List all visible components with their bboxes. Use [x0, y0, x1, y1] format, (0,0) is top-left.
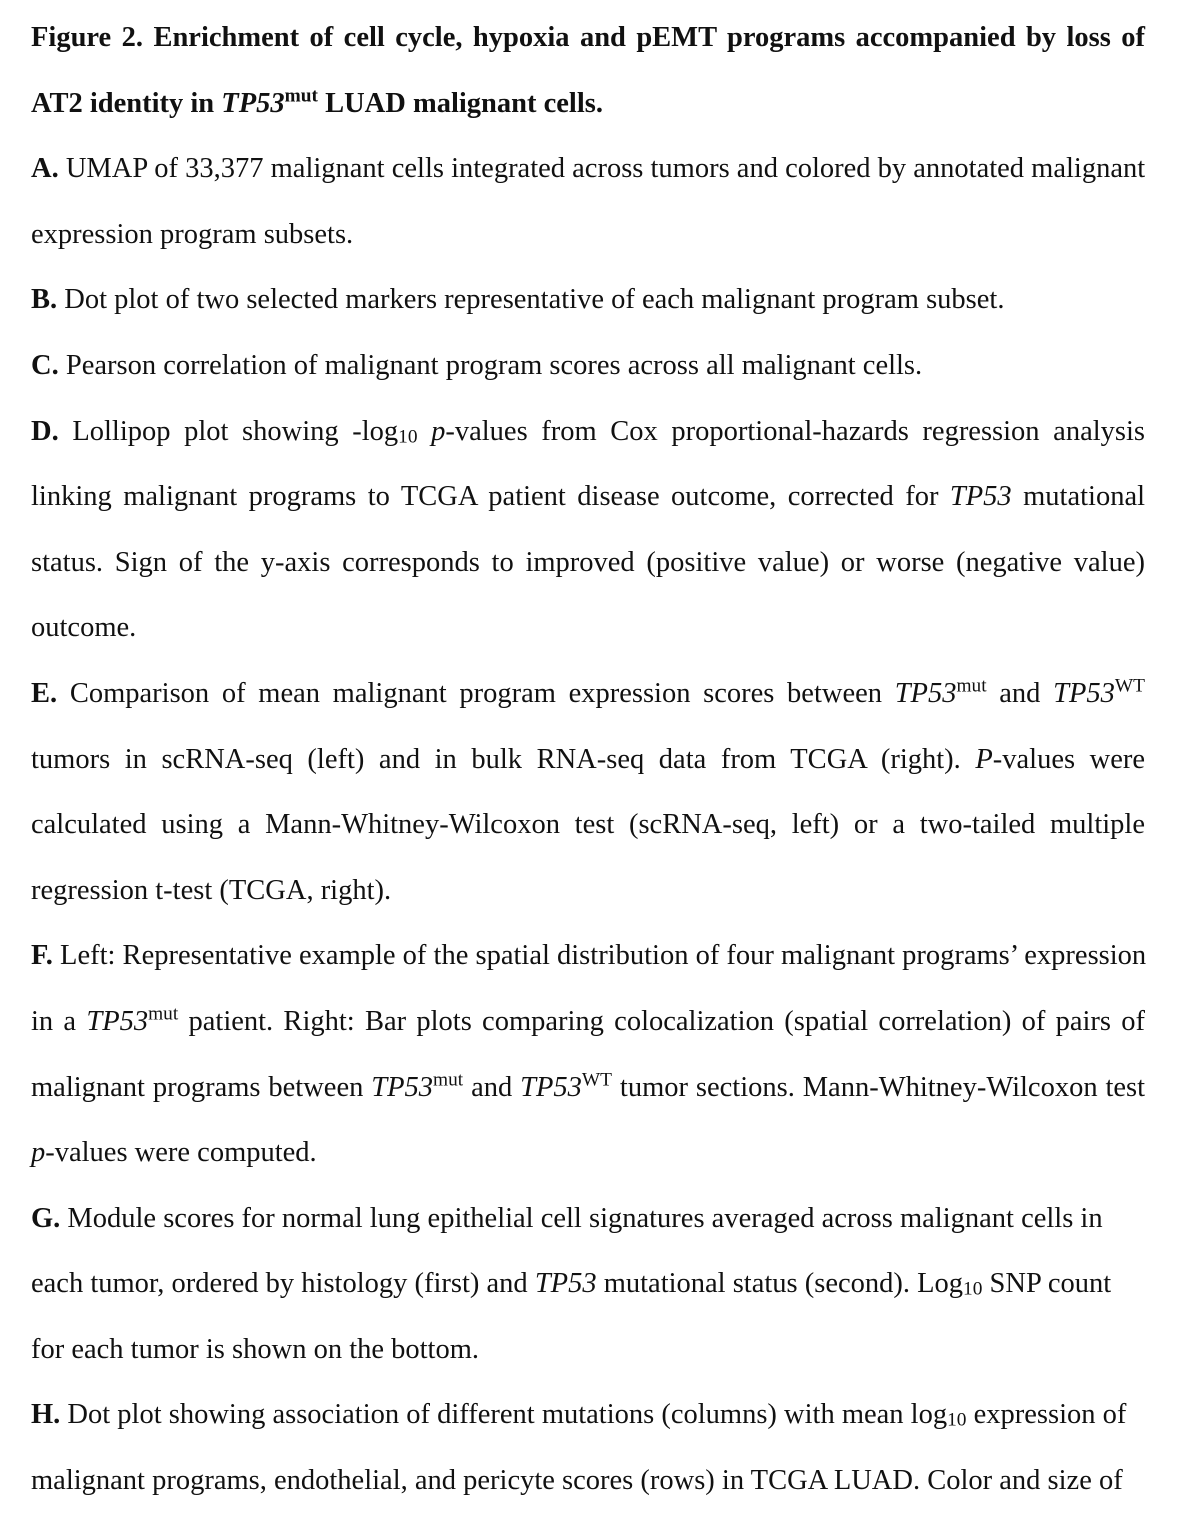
panel-b-label: B.: [31, 284, 58, 316]
panel-h-line-2: malignant programs, endothelial, and pericyte scores (rows) in TCGA LUAD. Color and size of: [31, 1465, 1123, 1497]
figure-number: Figure 2.: [31, 22, 144, 53]
panel-f-line-3: malignant programs between $TP53^{mut}$ and $TP53^{WT}$ tumor sections. Mann-Whitney-Wilcoxon test: [31, 1068, 1146, 1103]
panel-a-line-2: expression program subsets.: [31, 218, 354, 250]
panel-d-line-2: linking malignant programs to TCGA patient disease outcome, corrected for TP53 mutational: [31, 481, 1146, 513]
panel-e-label: E.: [31, 677, 58, 709]
panel-d-line-4: outcome.: [31, 612, 137, 644]
panel-e-line-4: regression t-test (TCGA, right).: [31, 874, 392, 906]
panel-f-line-1: F. Left: Representative example of the spatial distribution of four malignant programs’ expression: [31, 940, 1147, 972]
panel-g-line-2: each tumor, ordered by histology (first) and TP53 mutational status (second). Log$_{10}$ SNP count: [31, 1268, 1112, 1300]
panel-c-line-1: C. Pearson correlation of malignant program scores across all malignant cells.: [31, 349, 923, 381]
panel-g-line-3: for each tumor is shown on the bottom.: [31, 1333, 480, 1365]
panel-a-label: A.: [31, 153, 59, 185]
panel-d-label: D.: [31, 415, 59, 447]
panel-e-line-1: E. Comparison of mean malignant program expression scores between $TP53^{mut}$ and $TP53^{WT}$: [31, 675, 1145, 709]
figure-title-line-2: AT2 identity in $TP53^{mut}$ LUAD malignant cells.: [31, 84, 603, 119]
figure-title-line-1: Figure 2. Enrichment of cell cycle, hypoxia and pEMT programs accompanied by loss of: [31, 22, 1145, 53]
panel-f-label: F.: [31, 940, 53, 972]
gene-name: TP53: [221, 87, 285, 119]
panel-d-line-3: status. Sign of the y-axis corresponds to improved (positive value) or worse (negative value): [31, 546, 1145, 578]
panel-e-line-3: calculated using a Mann-Whitney-Wilcoxon test (scRNA-seq, left) or a two-tailed multiple: [31, 809, 1145, 841]
panel-h-line-1: H. Dot plot showing association of different mutations (columns) with mean $\log_{10}$ expression of: [31, 1399, 1127, 1431]
panel-c-label: C.: [31, 349, 59, 381]
figure-legend: [31, 8, 1145, 1517]
panel-g-line-1: G. Module scores for normal lung epithelial cell signatures averaged across malignant cells in: [31, 1202, 1103, 1234]
panel-a-line-1: A. UMAP of 33,377 malignant cells integrated across tumors and colored by annotated malignant: [31, 153, 1146, 185]
panel-d-line-1: D. Lollipop plot showing $-\log_{10}$ p-values from Cox proportional-hazards regression analysis: [31, 415, 1145, 447]
panel-b-line-1: B. Dot plot of two selected markers representative of each malignant program subset.: [31, 284, 1005, 316]
panel-e-line-2: tumors in scRNA-seq (left) and in bulk RNA-seq data from TCGA (right). P-values were: [31, 743, 1145, 775]
panel-f-line-4: p-values were computed.: [31, 1137, 317, 1169]
panel-f-line-2: in a $TP53^{mut}$ patient. Right: Bar plots comparing colocalization (spatial correlation) of pairs of: [31, 1003, 1146, 1037]
panel-h-label: H.: [31, 1399, 61, 1431]
panel-g-label: G.: [31, 1202, 61, 1234]
